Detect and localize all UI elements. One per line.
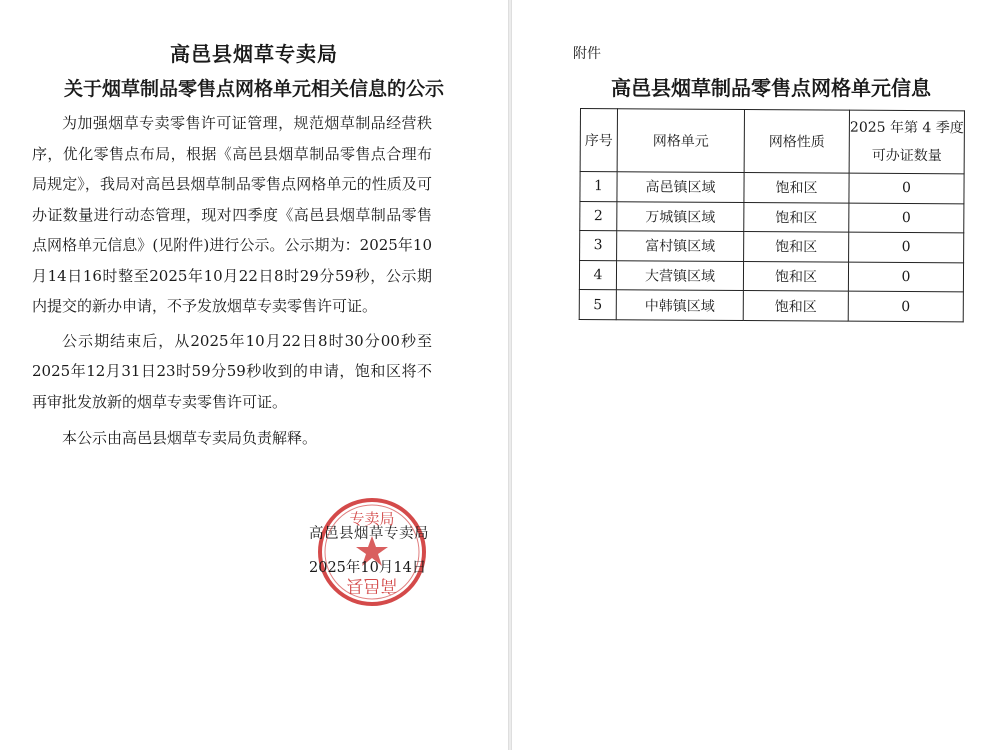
table-row xyxy=(579,290,963,322)
header-quota xyxy=(849,110,964,174)
cell-grid-unit: 富村镇区域 xyxy=(617,231,744,261)
cell-index: 4 xyxy=(579,260,616,290)
cell-grid-unit: 中韩镇区域 xyxy=(616,290,743,320)
cell-grid-nature: 饱和区 xyxy=(744,173,849,203)
cell-grid-nature: 饱和区 xyxy=(744,232,849,262)
cell-index: 3 xyxy=(580,231,617,261)
official-seal-icon xyxy=(316,496,428,608)
attachment-label: 附件 xyxy=(573,46,601,62)
cell-grid-nature: 饱和区 xyxy=(744,202,849,232)
table-title-text: 高邑县烟草制品零售点网格单元信息 xyxy=(611,76,931,100)
signature-org: 高邑县烟草专卖局 xyxy=(309,526,429,542)
table-row xyxy=(580,231,964,263)
header-grid-unit: 网格单元 xyxy=(617,109,744,173)
seal-bottom-text: 高邑县 xyxy=(346,575,398,595)
cell-quota: 0 xyxy=(848,262,963,292)
paragraph-3: 本公示由高邑县烟草专卖局负责解释。 xyxy=(62,429,318,447)
table-title xyxy=(512,72,1000,101)
grid-unit-table xyxy=(579,108,965,322)
table-header-row xyxy=(580,109,964,174)
cell-grid-unit: 大营镇区域 xyxy=(616,261,743,291)
notice-title-org: 高邑县烟草专卖局 xyxy=(170,42,338,66)
header-index: 序号 xyxy=(580,109,617,172)
cell-grid-unit: 万城镇区域 xyxy=(617,201,744,231)
cell-index: 1 xyxy=(580,172,617,202)
cell-quota: 0 xyxy=(848,292,963,322)
cell-grid-nature: 饱和区 xyxy=(743,261,848,291)
header-quota-line1: 2025 年第 4 季度 xyxy=(849,119,964,137)
paragraph-1: 为加强烟草专卖零售许可证管理，规范烟草制品经营秩序，优化零售点布局，根据《高邑县烟草制品零售点合理布局规定》，我局对高邑县烟草制品零售点网格单元的性质及可办证数量进行动态管理，现对四季度《高邑县烟草制品零售点网格单元信息》(见附件)进行公示。公示期为：2025年10月14日16时整至2025年10月22日8时29分59秒，公示期内提交的新办申请，不予发放烟草专卖零售许可证。 xyxy=(32,114,432,315)
notice-body xyxy=(32,108,432,454)
table-row xyxy=(580,201,964,233)
cell-quota: 0 xyxy=(849,232,964,262)
cell-quota: 0 xyxy=(849,173,964,203)
signature-date: 2025年10月14日 xyxy=(309,560,427,576)
notice-title: 关于烟草制品零售点网格单元相关信息的公示 xyxy=(63,78,444,100)
cell-grid-unit: 高邑镇区域 xyxy=(617,172,744,202)
seal-top-text: 专卖局 xyxy=(349,510,395,528)
paragraph-2: 公示期结束后，从2025年10月22日8时30分00秒至2025年12月31日23时59分59秒收到的申请，饱和区将不再审批发放新的烟草专卖零售许可证。 xyxy=(32,331,432,411)
table-row xyxy=(580,172,964,204)
cell-quota: 0 xyxy=(849,203,964,233)
cell-grid-nature: 饱和区 xyxy=(743,291,848,321)
table-row xyxy=(579,260,963,292)
header-quota-line2: 可办证数量 xyxy=(871,147,942,165)
cell-index: 5 xyxy=(579,290,616,320)
header-grid-nature: 网格性质 xyxy=(744,110,849,174)
cell-index: 2 xyxy=(580,201,617,231)
